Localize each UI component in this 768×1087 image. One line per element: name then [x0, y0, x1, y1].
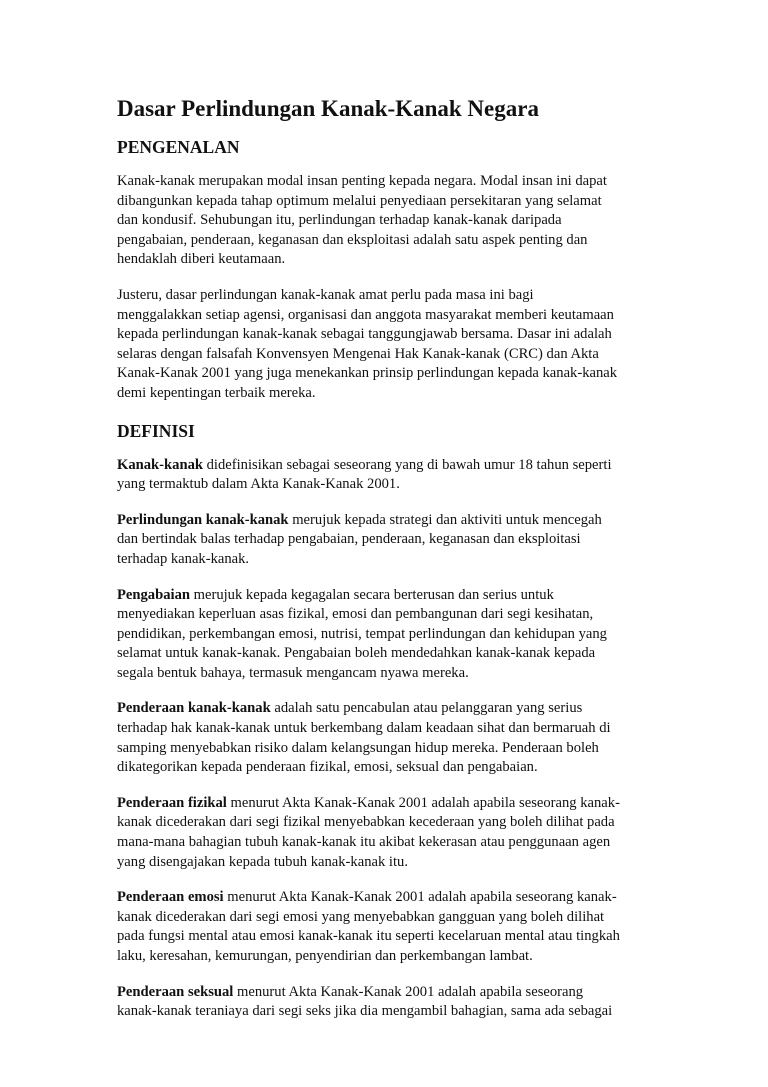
- definition-text: menurut Akta Kanak-Kanak 2001 adalah apabila seseorang: [233, 983, 584, 1000]
- definition-first-line: [117, 586, 652, 606]
- paragraph-intro-1: [117, 172, 652, 270]
- section-heading-definisi: DEFINISI: [117, 420, 195, 441]
- definition-first-line: [117, 699, 652, 719]
- text-line: kepada perlindungan kanak-kanak sebagai tanggungjawab bersama. Dasar ini adalah: [117, 326, 612, 343]
- definition-penderaan-emosi: [117, 888, 652, 966]
- definition-perlindungan: [117, 511, 652, 570]
- text-line: laku, keresahan, kemurungan, penyendirian dan perkembangan lambat.: [117, 948, 533, 964]
- text-line: Kanak-Kanak 2001 yang juga menekankan prinsip perlindungan kepada kanak-kanak: [117, 365, 618, 382]
- definition-text: menurut Akta Kanak-Kanak 2001 adalah apabila seseorang kanak-: [223, 889, 617, 906]
- text-line: Justeru, dasar perlindungan kanak-kanak amat perlu pada masa ini bagi: [117, 286, 534, 303]
- definition-text: merujuk kepada strategi dan aktiviti untuk mencegah: [288, 511, 602, 528]
- definition-penderaan-kanak-kanak: [117, 699, 652, 777]
- definition-first-line: [117, 456, 652, 476]
- text-line: dan kondusif. Sehubungan itu, perlindungan terhadap kanak-kanak daripada: [117, 212, 562, 229]
- text-line: segala bentuk bahaya, termasuk mengancam nyawa mereka.: [117, 664, 469, 681]
- text-line: menyediakan keperluan asas fizikal, emosi dan pembangunan dari segi kesihatan,: [117, 606, 594, 623]
- definition-term: Perlindungan kanak-kanak: [117, 511, 289, 528]
- definition-text: merujuk kepada kegagalan secara berterusan dan serius untuk: [189, 586, 554, 603]
- text-line: yang termaktub dalam Akta Kanak-Kanak 2001.: [117, 476, 400, 493]
- text-line: pengabaian, penderaan, keganasan dan eksploitasi adalah satu aspek penting dan: [117, 231, 588, 248]
- definition-term: Penderaan emosi: [117, 889, 224, 906]
- text-line: terhadap hak kanak-kanak untuk berkembang dalam keadaan sihat dan bermaruah di: [117, 720, 611, 737]
- definition-penderaan-fizikal: [117, 794, 652, 872]
- definition-first-line: [117, 983, 652, 1003]
- definition-term: Penderaan seksual: [117, 983, 234, 1000]
- text-line: Kanak-kanak merupakan modal insan penting kepada negara. Modal insan ini dapat: [117, 173, 607, 189]
- text-line: pendidikan, perkembangan emosi, nutrisi, tempat perlindungan dan kehidupan yang: [117, 625, 607, 642]
- definition-first-line: [117, 794, 652, 814]
- section-heading-pengenalan: PENGENALAN: [117, 137, 240, 157]
- text-line: selaras dengan falsafah Konvensyen Mengenai Hak Kanak-kanak (CRC) dan Akta: [117, 345, 599, 362]
- paragraph-intro-2: [117, 286, 652, 404]
- text-line: selamat untuk kanak-kanak. Pengabaian boleh mendedahkan kanak-kanak kepada: [117, 645, 596, 662]
- text-line: terhadap kanak-kanak.: [117, 550, 250, 567]
- definition-term: Penderaan fizikal: [117, 794, 227, 811]
- text-line: hendaklah diberi keutamaan.: [117, 251, 286, 268]
- definition-term: Kanak-kanak: [117, 456, 203, 473]
- text-line: kanak dicederakan dari segi emosi yang menyebabkan gangguan yang boleh dilihat: [117, 908, 605, 925]
- text-line: demi kepentingan terbaik mereka.: [117, 384, 316, 401]
- definition-first-line: [117, 888, 652, 908]
- text-line: samping menyebabkan risiko dalam kelangsungan hidup mereka. Penderaan boleh: [117, 739, 599, 756]
- text-line: menggalakkan setiap agensi, organisasi dan anggota masyarakat memberi keutamaan: [117, 306, 614, 323]
- text-line: dikategorikan kepada penderaan fizikal, emosi, seksual dan pengabaian.: [117, 759, 538, 776]
- definition-text: adalah satu pencabulan atau pelanggaran yang serius: [270, 700, 583, 717]
- definition-kanak-kanak: [117, 456, 652, 495]
- text-line: pada fungsi mental atau emosi kanak-kanak itu seperti kecelaruan mental atau tingkah: [117, 928, 620, 945]
- document-title: Dasar Perlindungan Kanak-Kanak Negara: [117, 96, 539, 121]
- text-line: kanak-kanak teraniaya dari segi seks jika dia mengambil bahagian, sama ada sebagai: [117, 1003, 613, 1020]
- definition-term: Penderaan kanak-kanak: [117, 700, 271, 717]
- document-body: [117, 95, 652, 1038]
- definition-first-line: [117, 511, 652, 531]
- text-line: dan bertindak balas terhadap pengabaian, penderaan, keganasan dan eksploitasi: [117, 531, 581, 548]
- definition-text: menurut Akta Kanak-Kanak 2001 adalah apabila seseorang kanak-: [226, 794, 620, 811]
- definition-text: didefinisikan sebagai seseorang yang di bawah umur 18 tahun seperti: [202, 456, 612, 473]
- text-line: kanak dicederakan dari segi fizikal menyebabkan kecederaan yang boleh dilihat pada: [117, 814, 615, 831]
- definition-pengabaian: [117, 586, 652, 684]
- text-line: yang disengajakan kepada tubuh kanak-kanak itu.: [117, 853, 408, 870]
- definition-term: Pengabaian: [117, 586, 190, 603]
- text-line: mana-mana bahagian tubuh kanak-kanak itu akibat kekerasan atau penggunaan agen: [117, 834, 611, 851]
- definition-penderaan-seksual: [117, 983, 652, 1022]
- text-line: dibangunkan kepada tahap optimum melalui penyediaan persekitaran yang selamat: [117, 192, 602, 209]
